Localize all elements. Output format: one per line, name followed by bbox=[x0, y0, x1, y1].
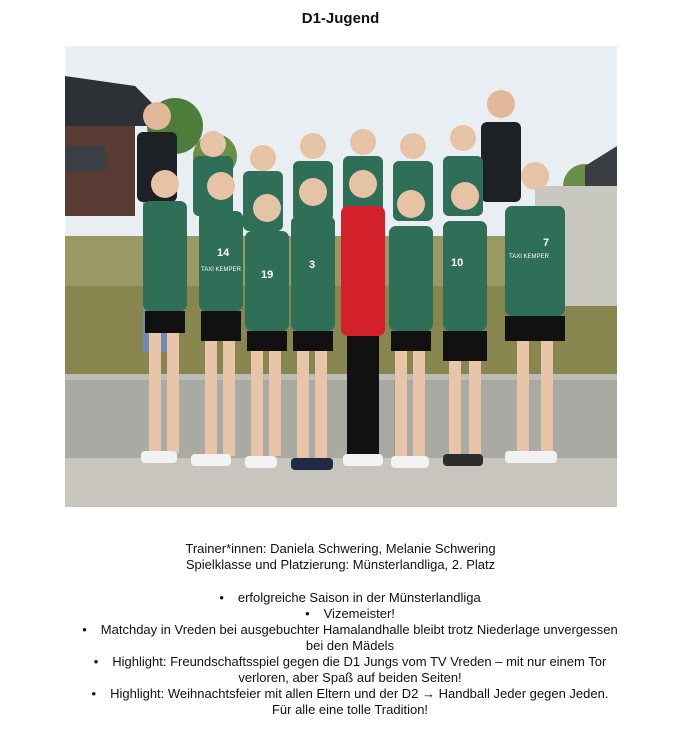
page-title: D1-Jugend bbox=[301, 10, 380, 27]
sponsor-text: TAXI KEMPER bbox=[201, 267, 241, 273]
bullet-icon: • bbox=[91, 686, 97, 701]
bullet-icon: • bbox=[82, 622, 87, 637]
jersey-number: 19 bbox=[261, 269, 274, 281]
list-item: • Highlight: Weihnachtsfeier mit allen Eltern und der D2 → Handball Jeder gegen Jeden. Für alle eine tolle Tradition! bbox=[91, 686, 609, 717]
list-item: • Highlight: Freundschaftsspiel gegen die D1 Jungs vom TV Vreden – mit nur einem Tor verloren, aber Spaß auf beiden Seiten! bbox=[93, 654, 607, 685]
jersey-number: 3 bbox=[309, 259, 316, 271]
team-info bbox=[0, 541, 681, 573]
list-item: • Matchday in Vreden bei ausgebuchter Hamalandhalle bleibt trotz Niederlage unvergessen bei den Mädels bbox=[82, 622, 618, 653]
team-photo-illustration bbox=[65, 46, 617, 507]
list-item: • erfolgreiche Saison in der Münsterlandliga bbox=[219, 590, 481, 605]
jersey-number: 14 bbox=[217, 247, 230, 259]
jersey-number: 10 bbox=[451, 257, 464, 269]
sponsor-text: TAXI KEMPER bbox=[509, 254, 549, 260]
team-photo bbox=[65, 46, 617, 507]
highlights-list bbox=[80, 590, 620, 718]
jersey-number: 7 bbox=[543, 237, 550, 249]
league-line: Spielklasse und Platzierung: Münsterlandliga, 2. Platz bbox=[185, 557, 496, 572]
bullet-icon: • bbox=[93, 654, 99, 669]
list-item: • Vizemeister! bbox=[305, 606, 395, 621]
bullet-icon: • bbox=[219, 590, 224, 605]
trainers-line: Trainer*innen: Daniela Schwering, Melanie Schwering bbox=[185, 541, 496, 556]
bullet-icon: • bbox=[305, 606, 310, 621]
